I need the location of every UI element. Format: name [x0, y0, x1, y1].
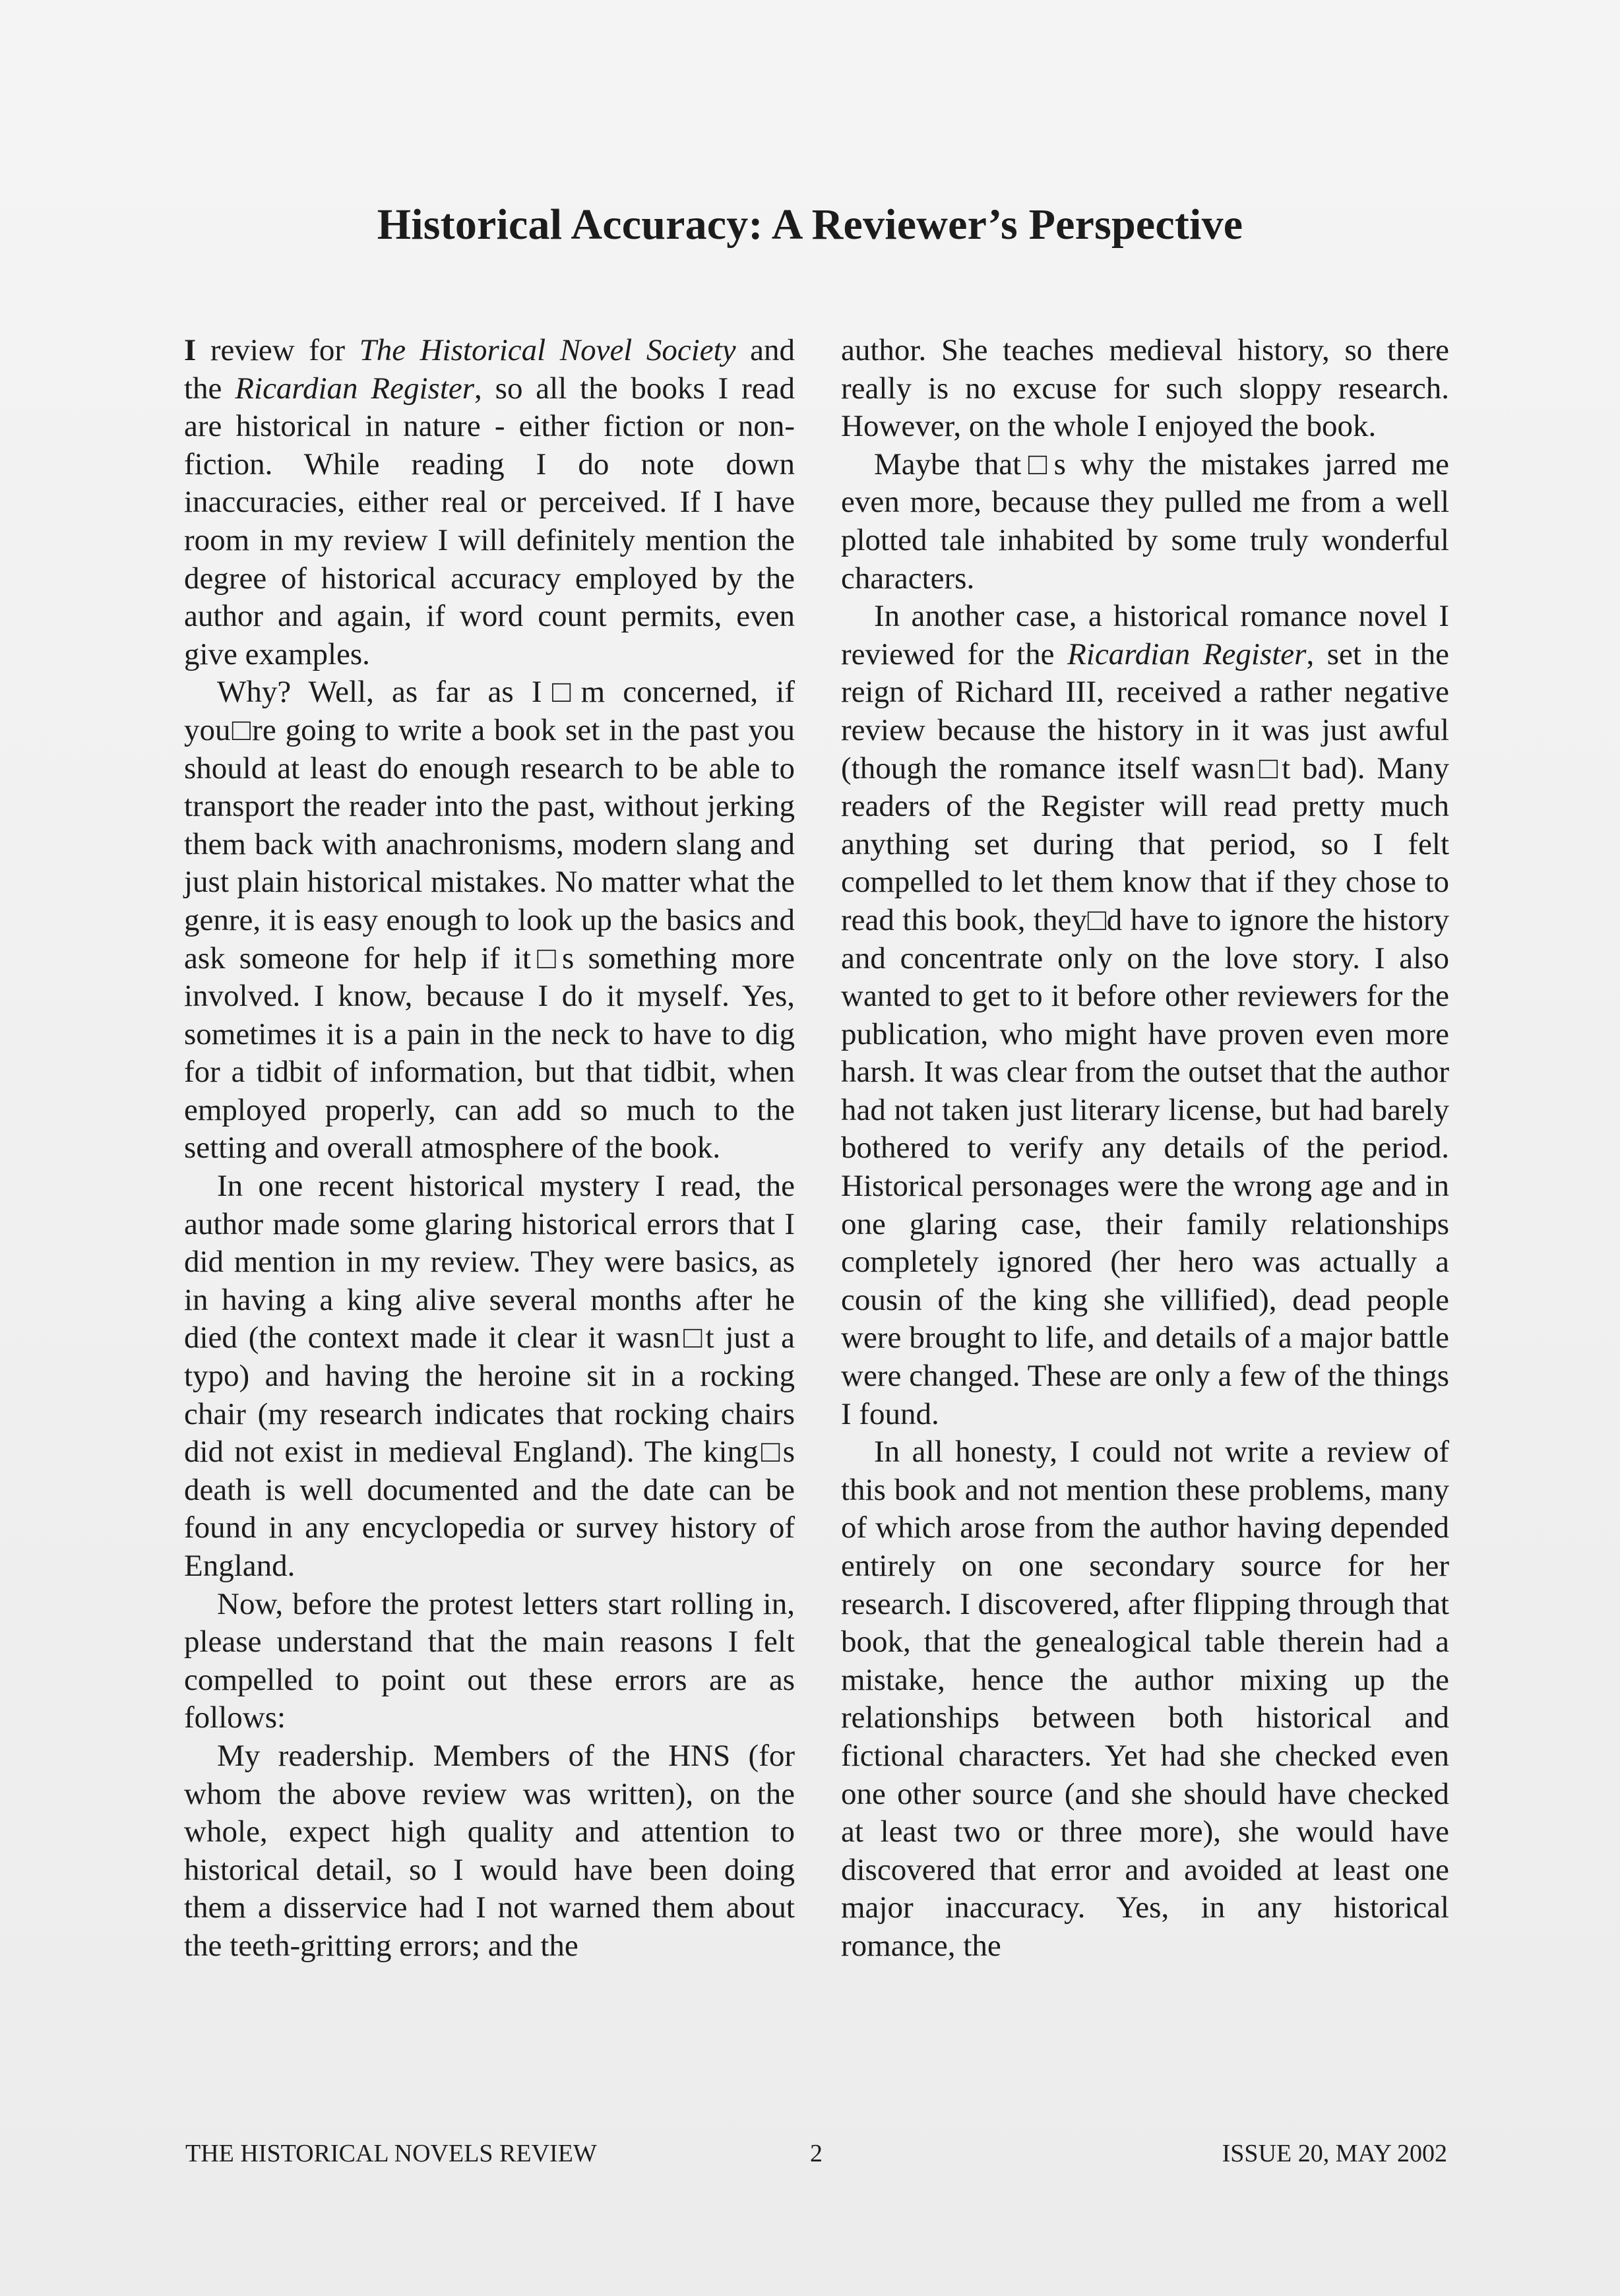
text-run: , so all the books I read are historical in nature - either fiction or non-fiction. While reading I do note down inaccuracies, either real or perceived. If I have room in my review I will definitely mention the degree of historical accuracy employed by the author and again, if word count permits, even give examples.	[184, 371, 795, 671]
publication-name: The Historical Novel Society	[359, 333, 736, 367]
footer-issue: ISSUE 20, MAY 2002	[1222, 2140, 1447, 2167]
text-run: , set in the reign of Richard III, received a rather negative review because the history in it was just awful (though the romance itself wasn□t bad). Many readers of the Register will read pretty much anything set during that period, so I felt compelled to let them know that if they chose to read this book, they□d have to ignore the history and concentrate only on the love story. I also wanted to get to it before other reviewers for the publication, who might have proven even more harsh. It was clear from the outset that the author had not taken just literary license, but had barely bothered to verify any details of the period. Historical personages were the wrong age and in one glaring case, their family relationships completely ignored (her hero was actually a cousin of the king she villified), dead people were brought to life, and details of a major battle were changed. These are only a few of the things I found.	[841, 636, 1449, 1431]
article-title: Historical Accuracy: A Reviewer’s Perspective	[377, 201, 1243, 249]
paragraph	[841, 598, 1449, 1433]
paragraph: In one recent historical mystery I read, the author made some glaring historical errors that I did mention in my review. They were basics, as in having a king alive several months after he died (the context made it clear it wasn□t just a typo) and having the heroine sit in a rocking chair (my research indicates that rocking chairs did not exist in medieval England). The king□s death is well documented and the date can be found in any encyclopedia or survey history of England.	[184, 1169, 795, 1583]
drop-cap: I	[184, 333, 197, 367]
paragraph	[184, 332, 795, 673]
left-column	[184, 332, 795, 1966]
paragraph: My readership. Members of the HNS (for whom the above review was written), on the whole, expect high quality and attention to historical detail, so I would have been doing them a disservice had I not warned them about the teeth-gritting errors; and the	[184, 1738, 795, 1963]
paragraph: Now, before the protest letters start rolling in, please understand that the main reasons I felt compelled to point out these errors are as follows:	[184, 1586, 795, 1735]
paragraph: In all honesty, I could not write a review of this book and not mention these problems, many of which arose from the author having depended entirely on one secondary source for her research. I discovered, after flipping through that book, that the genealogical table therein had a mistake, hence the author mixing up the relationships between both historical and fictional characters. Yet had she checked even one other source (and she should have checked at least two or three more), she would have discovered that error and avoided at least one major inaccuracy. Yes, in any historical romance, the	[841, 1435, 1449, 1963]
paragraph: author. She teaches medieval history, so there really is no excuse for such sloppy research. However, on the whole I enjoyed the book.	[841, 333, 1449, 444]
footer-publication: THE HISTORICAL NOVELS REVIEW	[185, 2140, 597, 2167]
publication-name: Ricardian Register	[1067, 636, 1307, 671]
page-number: 2	[810, 2140, 823, 2167]
paragraph: Why? Well, as far as I□m concerned, if you□re going to write a book set in the past you should at least do enough research to be able to transport the reader into the past, without jerking them back with anachronisms, modern slang and just plain historical mistakes. No matter what the genre, it is easy enough to look up the basics and ask someone for help if it□s something more involved. I know, because I do it myself. Yes, sometimes it is a pain in the neck to have to dig for a tidbit of information, but that tidbit, when employed properly, can add so much to the setting and overall atmosphere of the book.	[184, 675, 795, 1165]
text-run: In another case, a historical romance novel I reviewed for the	[841, 599, 1449, 671]
paragraph: Maybe that□s why the mistakes jarred me even more, because they pulled me from a well plotted tale inhabited by some truly wonderful characters.	[841, 447, 1449, 596]
publication-name: Ricardian Register	[235, 371, 475, 406]
right-column	[841, 332, 1449, 1966]
text-run: and the	[184, 333, 795, 406]
text-run: review for	[196, 333, 359, 367]
